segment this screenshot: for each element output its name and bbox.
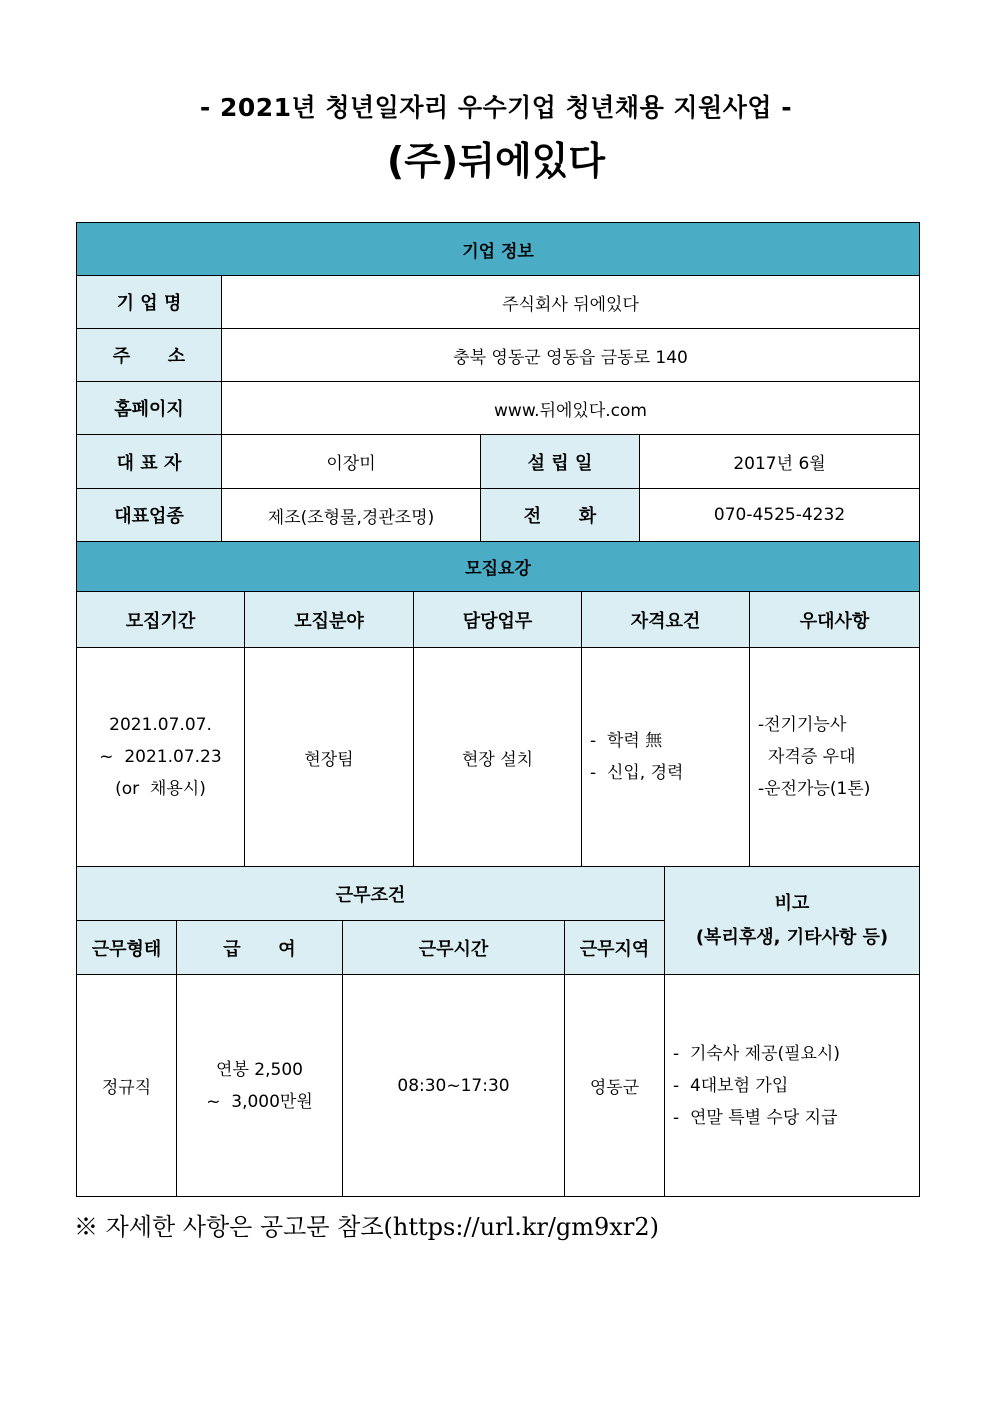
founded-value: 2017년 6월: [640, 435, 920, 489]
preference-item: 자격증 우대: [768, 747, 856, 767]
requirement-item: - 신입, 경력: [590, 763, 684, 783]
hours-header: 근무시간: [343, 921, 565, 975]
phone-label: 전 화: [481, 489, 640, 542]
hours-value: 08:30~17:30: [343, 975, 565, 1197]
period-end: ~ 2021.07.23: [99, 747, 222, 767]
company-title: (주)뒤에있다: [386, 139, 606, 183]
company-name-value: 주식회사 뒤에있다: [222, 276, 920, 329]
ceo-label: 대 표 자: [77, 435, 222, 489]
field-header: 모집분야: [245, 592, 414, 648]
homepage-label: 홈페이지: [77, 382, 222, 435]
remark-item: - 4대보험 가입: [673, 1075, 789, 1096]
location-header: 근무지역: [565, 921, 665, 975]
period-start: 2021.07.07.: [109, 715, 212, 735]
company-info-header: 기업 정보: [77, 223, 920, 276]
field-value: 현장팀: [245, 648, 414, 867]
preference-item: -전기기능사: [758, 715, 847, 735]
duty-header: 담당업무: [414, 592, 582, 648]
work-type-header: 근무형태: [77, 921, 177, 975]
remarks-header: [665, 867, 920, 975]
reference-note: ※ 자세한 사항은 공고문 참조(https://url.kr/gm9xr2): [74, 1213, 659, 1241]
remark-item: - 기숙사 제공(필요시): [673, 1043, 840, 1064]
recruitment-header: 모집요강: [77, 542, 920, 592]
period-note: (or 채용시): [115, 779, 206, 799]
requirement-item: - 학력 無: [590, 731, 663, 751]
requirements-header: 자격요건: [582, 592, 750, 648]
period-header: 모집기간: [77, 592, 245, 648]
period-cell: [77, 648, 245, 867]
phone-value: 070-4525-4232: [640, 489, 920, 542]
duty-value: 현장 설치: [414, 648, 582, 867]
preferences-header: 우대사항: [750, 592, 920, 648]
salary-line: ~ 3,000만원: [206, 1091, 313, 1112]
preferences-cell: [750, 648, 920, 867]
requirements-cell: [582, 648, 750, 867]
preference-item: -운전가능(1톤): [758, 779, 871, 799]
event-subtitle: - 2021년 청년일자리 우수기업 청년채용 지원사업 -: [199, 93, 793, 122]
remarks-cell: [665, 975, 920, 1197]
homepage-value: www.뒤에있다.com: [222, 382, 920, 435]
location-value: 영동군: [565, 975, 665, 1197]
industry-value: 제조(조형물,경관조명): [222, 489, 481, 542]
work-type-value: 정규직: [77, 975, 177, 1197]
remarks-title: 비고: [774, 892, 810, 914]
industry-label: 대표업종: [77, 489, 222, 542]
conditions-header: 근무조건: [77, 867, 665, 921]
ceo-value: 이장미: [222, 435, 481, 489]
remark-item: - 연말 특별 수당 지급: [673, 1107, 838, 1128]
salary-cell: [177, 975, 343, 1197]
founded-label: 설 립 일: [481, 435, 640, 489]
salary-line: 연봉 2,500: [216, 1059, 303, 1080]
company-name-label: 기 업 명: [77, 276, 222, 329]
address-value: 충북 영동군 영동읍 금동로 140: [222, 329, 920, 382]
company-info-table: [76, 222, 920, 542]
conditions-table: [76, 866, 920, 1197]
address-label: 주 소: [77, 329, 222, 382]
salary-header: 급 여: [177, 921, 343, 975]
recruitment-table: [76, 541, 920, 867]
remarks-subtitle: (복리후생, 기타사항 등): [695, 926, 889, 948]
